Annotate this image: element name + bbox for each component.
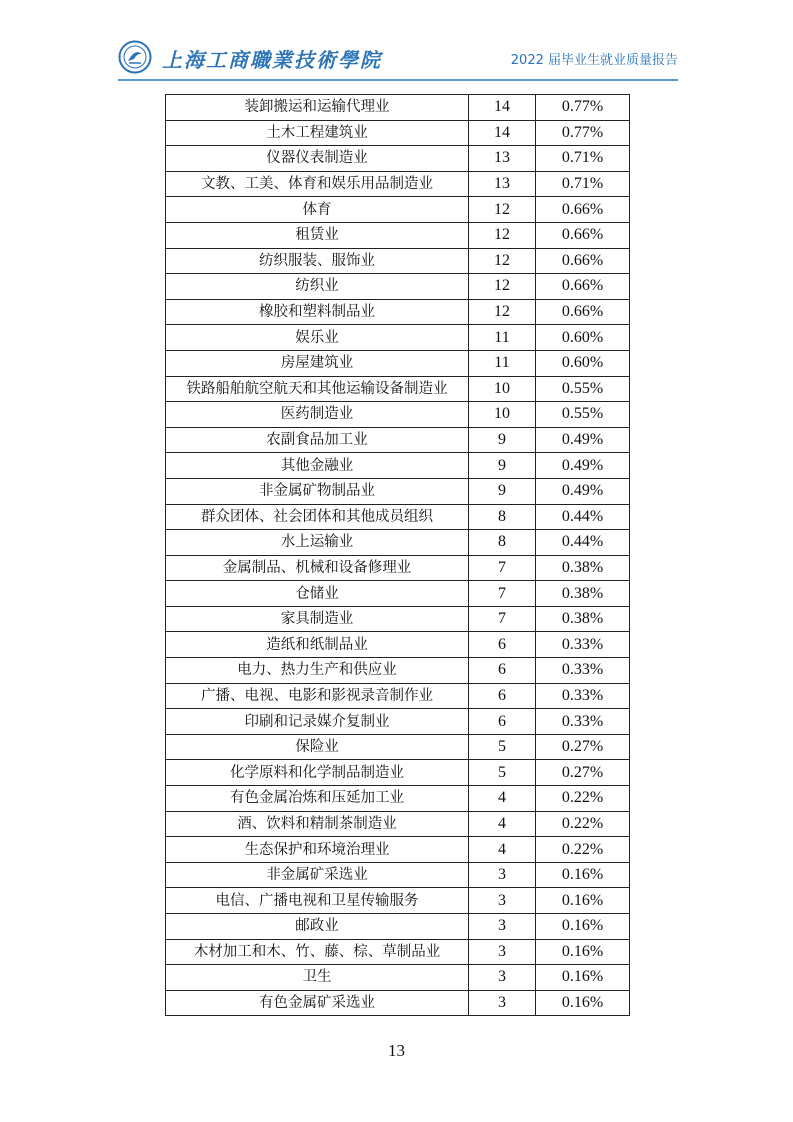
table-row xyxy=(166,734,630,760)
count-cell: 4 xyxy=(469,786,536,812)
industry-cell: 有色金属冶炼和压延加工业 xyxy=(166,786,469,812)
header-divider xyxy=(118,79,678,81)
table-row xyxy=(166,146,630,172)
count-cell: 7 xyxy=(469,581,536,607)
industry-cell: 电信、广播电视和卫星传输服务 xyxy=(166,888,469,914)
table-row xyxy=(166,402,630,428)
table-row xyxy=(166,555,630,581)
count-cell: 13 xyxy=(469,171,536,197)
industry-cell: 生态保护和环境治理业 xyxy=(166,837,469,863)
table-row xyxy=(166,683,630,709)
count-cell: 8 xyxy=(469,504,536,530)
table-row xyxy=(166,990,630,1016)
table-row xyxy=(166,939,630,965)
industry-cell: 印刷和记录媒介复制业 xyxy=(166,709,469,735)
percent-cell: 0.60% xyxy=(536,350,630,376)
percent-cell: 0.66% xyxy=(536,274,630,300)
percent-cell: 0.77% xyxy=(536,120,630,146)
count-cell: 11 xyxy=(469,325,536,351)
count-cell: 6 xyxy=(469,709,536,735)
percent-cell: 0.71% xyxy=(536,171,630,197)
count-cell: 8 xyxy=(469,530,536,556)
industry-cell: 体育 xyxy=(166,197,469,223)
count-cell: 9 xyxy=(469,453,536,479)
count-cell: 4 xyxy=(469,811,536,837)
table-row xyxy=(166,171,630,197)
percent-cell: 0.38% xyxy=(536,606,630,632)
table-row xyxy=(166,95,630,121)
industry-cell: 租赁业 xyxy=(166,222,469,248)
table-row xyxy=(166,581,630,607)
industry-cell: 化学原料和化学制品制造业 xyxy=(166,760,469,786)
industry-cell: 保险业 xyxy=(166,734,469,760)
industry-cell: 其他金融业 xyxy=(166,453,469,479)
industry-cell: 仓储业 xyxy=(166,581,469,607)
count-cell: 12 xyxy=(469,274,536,300)
industry-cell: 酒、饮料和精制茶制造业 xyxy=(166,811,469,837)
industry-distribution-table xyxy=(165,94,630,1016)
table-row xyxy=(166,325,630,351)
table-row xyxy=(166,606,630,632)
industry-cell: 有色金属矿采选业 xyxy=(166,990,469,1016)
count-cell: 7 xyxy=(469,555,536,581)
table-row xyxy=(166,862,630,888)
report-title: 2022 届毕业生就业质量报告 xyxy=(510,53,678,68)
industry-cell: 邮政业 xyxy=(166,914,469,940)
percent-cell: 0.16% xyxy=(536,888,630,914)
count-cell: 4 xyxy=(469,837,536,863)
table-row xyxy=(166,888,630,914)
table-row xyxy=(166,222,630,248)
count-cell: 12 xyxy=(469,222,536,248)
industry-cell: 电力、热力生产和供应业 xyxy=(166,658,469,684)
percent-cell: 0.44% xyxy=(536,530,630,556)
percent-cell: 0.66% xyxy=(536,248,630,274)
table-row xyxy=(166,837,630,863)
table-row xyxy=(166,478,630,504)
percent-cell: 0.27% xyxy=(536,760,630,786)
percent-cell: 0.66% xyxy=(536,222,630,248)
page-header xyxy=(118,38,678,78)
percent-cell: 0.66% xyxy=(536,197,630,223)
table-row xyxy=(166,350,630,376)
industry-cell: 娱乐业 xyxy=(166,325,469,351)
table-row xyxy=(166,965,630,991)
table-row xyxy=(166,248,630,274)
count-cell: 9 xyxy=(469,427,536,453)
table-row xyxy=(166,504,630,530)
percent-cell: 0.49% xyxy=(536,427,630,453)
count-cell: 3 xyxy=(469,990,536,1016)
industry-cell: 卫生 xyxy=(166,965,469,991)
count-cell: 13 xyxy=(469,146,536,172)
percent-cell: 0.33% xyxy=(536,658,630,684)
industry-cell: 广播、电视、电影和影视录音制作业 xyxy=(166,683,469,709)
percent-cell: 0.16% xyxy=(536,965,630,991)
count-cell: 5 xyxy=(469,760,536,786)
count-cell: 12 xyxy=(469,299,536,325)
table-body xyxy=(166,95,630,1016)
industry-cell: 非金属矿采选业 xyxy=(166,862,469,888)
count-cell: 10 xyxy=(469,376,536,402)
count-cell: 3 xyxy=(469,914,536,940)
table-row xyxy=(166,453,630,479)
industry-cell: 水上运输业 xyxy=(166,530,469,556)
percent-cell: 0.66% xyxy=(536,299,630,325)
count-cell: 6 xyxy=(469,632,536,658)
industry-cell: 家具制造业 xyxy=(166,606,469,632)
industry-cell: 文教、工美、体育和娱乐用品制造业 xyxy=(166,171,469,197)
count-cell: 7 xyxy=(469,606,536,632)
percent-cell: 0.38% xyxy=(536,555,630,581)
percent-cell: 0.55% xyxy=(536,376,630,402)
table-row xyxy=(166,760,630,786)
count-cell: 6 xyxy=(469,683,536,709)
count-cell: 12 xyxy=(469,248,536,274)
percent-cell: 0.49% xyxy=(536,453,630,479)
industry-cell: 金属制品、机械和设备修理业 xyxy=(166,555,469,581)
school-emblem-icon xyxy=(118,40,152,74)
industry-cell: 医药制造业 xyxy=(166,402,469,428)
industry-cell: 非金属矿物制品业 xyxy=(166,478,469,504)
table-row xyxy=(166,376,630,402)
percent-cell: 0.33% xyxy=(536,683,630,709)
industry-cell: 纺织业 xyxy=(166,274,469,300)
table-row xyxy=(166,274,630,300)
table-row xyxy=(166,530,630,556)
table-row xyxy=(166,197,630,223)
percent-cell: 0.16% xyxy=(536,914,630,940)
count-cell: 12 xyxy=(469,197,536,223)
percent-cell: 0.44% xyxy=(536,504,630,530)
industry-cell: 仪器仪表制造业 xyxy=(166,146,469,172)
table-row xyxy=(166,632,630,658)
industry-cell: 装卸搬运和运输代理业 xyxy=(166,95,469,121)
count-cell: 3 xyxy=(469,965,536,991)
table-row xyxy=(166,427,630,453)
school-name: 上海工商職業技術學院 xyxy=(162,48,382,72)
table-row xyxy=(166,299,630,325)
count-cell: 6 xyxy=(469,658,536,684)
table-row xyxy=(166,709,630,735)
page-number: 13 xyxy=(388,1041,405,1060)
table-row xyxy=(166,786,630,812)
table-row xyxy=(166,120,630,146)
percent-cell: 0.16% xyxy=(536,862,630,888)
industry-cell: 铁路船舶航空航天和其他运输设备制造业 xyxy=(166,376,469,402)
count-cell: 14 xyxy=(469,120,536,146)
count-cell: 14 xyxy=(469,95,536,121)
percent-cell: 0.38% xyxy=(536,581,630,607)
percent-cell: 0.22% xyxy=(536,811,630,837)
percent-cell: 0.60% xyxy=(536,325,630,351)
percent-cell: 0.71% xyxy=(536,146,630,172)
percent-cell: 0.22% xyxy=(536,786,630,812)
industry-cell: 房屋建筑业 xyxy=(166,350,469,376)
percent-cell: 0.16% xyxy=(536,990,630,1016)
percent-cell: 0.27% xyxy=(536,734,630,760)
table-row xyxy=(166,811,630,837)
industry-cell: 农副食品加工业 xyxy=(166,427,469,453)
table-row xyxy=(166,658,630,684)
count-cell: 10 xyxy=(469,402,536,428)
industry-cell: 橡胶和塑料制品业 xyxy=(166,299,469,325)
industry-cell: 木材加工和木、竹、藤、棕、草制品业 xyxy=(166,939,469,965)
percent-cell: 0.77% xyxy=(536,95,630,121)
count-cell: 5 xyxy=(469,734,536,760)
industry-cell: 造纸和纸制品业 xyxy=(166,632,469,658)
percent-cell: 0.33% xyxy=(536,709,630,735)
percent-cell: 0.16% xyxy=(536,939,630,965)
percent-cell: 0.49% xyxy=(536,478,630,504)
percent-cell: 0.55% xyxy=(536,402,630,428)
count-cell: 9 xyxy=(469,478,536,504)
count-cell: 3 xyxy=(469,862,536,888)
industry-cell: 土木工程建筑业 xyxy=(166,120,469,146)
percent-cell: 0.22% xyxy=(536,837,630,863)
industry-cell: 纺织服装、服饰业 xyxy=(166,248,469,274)
count-cell: 11 xyxy=(469,350,536,376)
count-cell: 3 xyxy=(469,939,536,965)
table-row xyxy=(166,914,630,940)
count-cell: 3 xyxy=(469,888,536,914)
percent-cell: 0.33% xyxy=(536,632,630,658)
industry-cell: 群众团体、社会团体和其他成员组织 xyxy=(166,504,469,530)
